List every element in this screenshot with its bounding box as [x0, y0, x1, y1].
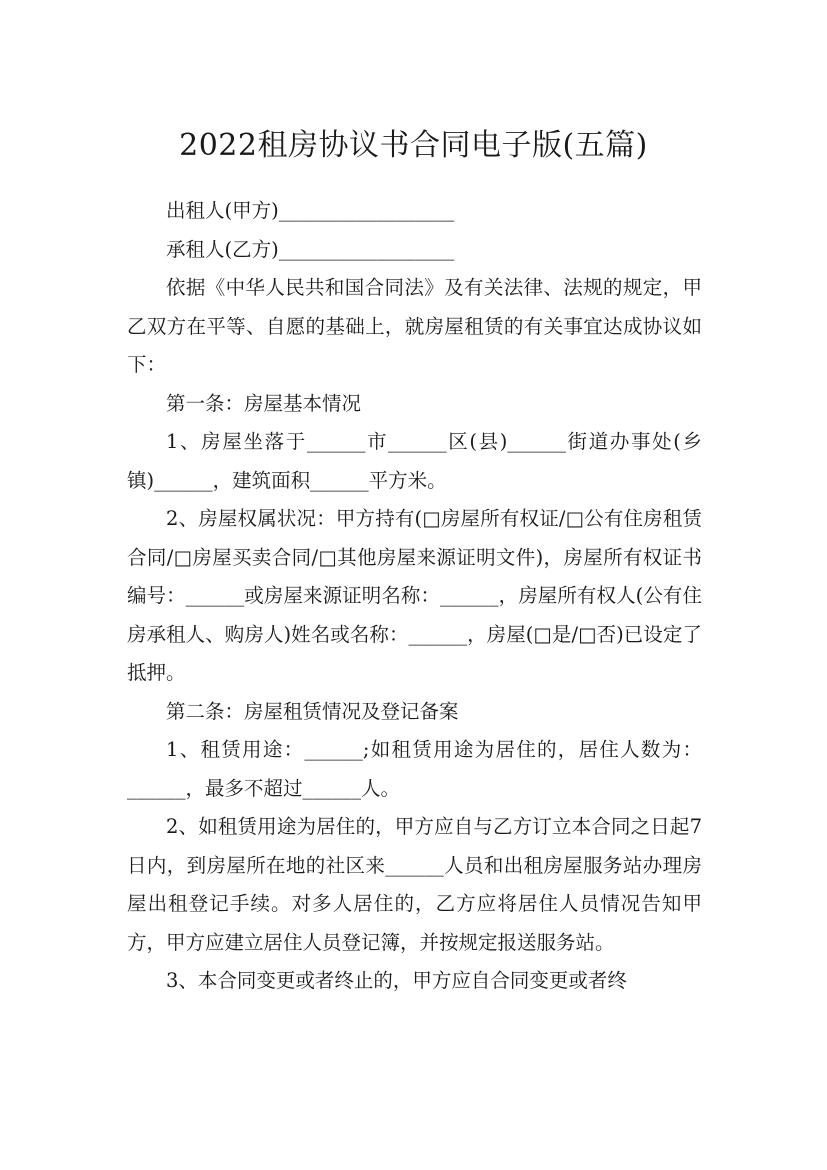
- article-2-heading: 第二条：房屋租赁情况及登记备案: [166, 699, 459, 723]
- preamble-paragraph: 依据《中华人民共和国合同法》及有关法律、法规的规定，甲乙双方在平等、自愿的基础上，就房屋租赁的有关事宜达成协议如下：: [127, 276, 702, 376]
- article-1-clause-2: 2、房屋权属状况：甲方持有(□房屋所有权证/□公有住房租赁合同/□房屋买卖合同/□其他房屋来源证明文件)，房屋所有权证书编号：______或房屋来源证明名称：______，房屋所有权人(公有住房承租人、购房人)姓名或名称：______，房屋(□是/□否)已设定了抵押。: [127, 507, 702, 684]
- article-2-clause-2: 2、如租赁用途为居住的，甲方应自与乙方订立本合同之日起7日内，到房屋所在地的社区来______人员和出租房屋服务站办理房屋出租登记手续。对多人居住的，乙方应将居住人员情况告知甲方，甲方应建立居住人员登记簿，并按规定报送服务站。: [127, 815, 702, 954]
- document-body: [127, 192, 702, 1001]
- article-2-clause-1: 1、租赁用途：______;如租赁用途为居住的，居住人数为：______，最多不超过______人。: [127, 738, 702, 800]
- document-title: 2022租房协议书合同电子版(五篇): [179, 128, 648, 164]
- article-2-clause-3: 3、本合同变更或者终止的，甲方应自合同变更或者终: [166, 969, 627, 992]
- lessee-line: 承租人(乙方)__________________: [166, 237, 455, 261]
- article-1-heading: 第一条：房屋基本情况: [166, 391, 362, 415]
- article-1-clause-1: 1、房屋坐落于______市______区(县)______街道办事处(乡镇)______，建筑面积______平方米。: [127, 430, 702, 492]
- lessor-line: 出租人(甲方)__________________: [166, 199, 455, 222]
